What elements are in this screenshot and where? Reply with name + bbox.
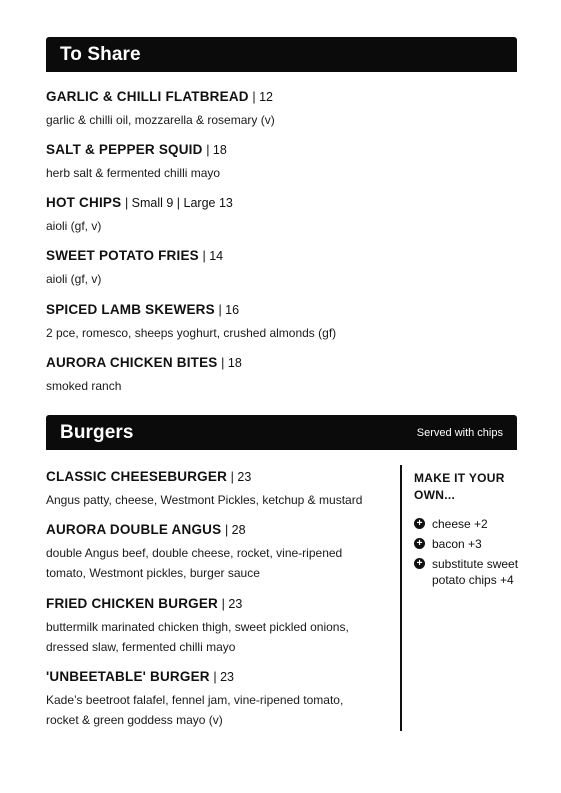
menu-item-classic-cheeseburger — [46, 468, 376, 510]
menu-item-unbeetable-burger — [46, 668, 376, 730]
menu-item-sweet-potato-fries — [46, 247, 223, 289]
item-name: AURORA DOUBLE ANGUS — [46, 522, 222, 537]
item-name: SWEET POTATO FRIES — [46, 248, 199, 263]
addon-label: bacon +3 — [432, 537, 482, 551]
plus-circle-icon: + — [414, 558, 425, 569]
plus-circle-icon: + — [414, 538, 425, 549]
burgers-note: Served with chips — [416, 426, 503, 439]
addon-label: substitute sweet potato chips +4 — [432, 557, 519, 587]
item-name: CLASSIC CHEESEBURGER — [46, 469, 228, 484]
item-description: buttermilk marinated chicken thigh, sweet pickled onions, dressed slaw, fermented chilli mayo — [46, 620, 349, 654]
menu-item-salt-pepper-squid — [46, 141, 227, 183]
menu-item-hot-chips — [46, 194, 233, 236]
item-description: smoked ranch — [46, 379, 122, 393]
item-price: | 28 — [224, 523, 246, 537]
menu-item-spiced-lamb-skewers — [46, 301, 336, 343]
plus-circle-icon: + — [414, 518, 425, 529]
item-description: aioli (gf, v) — [46, 272, 102, 286]
to-share-title: To Share — [60, 43, 141, 65]
burgers-header-bar — [46, 415, 517, 450]
to-share-header-bar — [46, 37, 517, 72]
item-price: | 18 — [221, 356, 242, 370]
column-divider — [400, 465, 402, 731]
item-description: garlic & chilli oil, mozzarella & rosemary (v) — [46, 113, 275, 127]
item-price: | 12 — [252, 90, 273, 104]
menu-item-fried-chicken-burger — [46, 595, 376, 657]
item-price: | 23 — [221, 597, 243, 611]
addon-list — [414, 516, 524, 588]
menu-item-garlic-chilli-flatbread — [46, 88, 275, 130]
menu-item-aurora-double-angus — [46, 521, 376, 583]
item-description: Angus patty, cheese, Westmont Pickles, ketchup & mustard — [46, 493, 363, 507]
item-price: | 14 — [202, 249, 224, 263]
item-description: 2 pce, romesco, sheeps yoghurt, crushed almonds (gf) — [46, 326, 337, 340]
make-it-your-own-panel — [414, 470, 524, 592]
item-description: double Angus beef, double cheese, rocket, vine-ripened tomato, Westmont pickles, burger sauce — [46, 546, 343, 580]
addon-item — [414, 516, 524, 532]
item-name: 'UNBEETABLE' BURGER — [46, 669, 210, 684]
item-name: GARLIC & CHILLI FLATBREAD — [46, 89, 249, 104]
item-description: herb salt & fermented chilli mayo — [46, 166, 221, 180]
item-name: AURORA CHICKEN BITES — [46, 355, 218, 370]
menu-item-aurora-chicken-bites — [46, 354, 242, 396]
item-price: | 23 — [213, 670, 234, 684]
item-name: SALT & PEPPER SQUID — [46, 142, 203, 157]
burgers-title: Burgers — [60, 421, 134, 443]
addon-item — [414, 536, 524, 552]
item-price: | 18 — [206, 143, 227, 157]
item-price: | 16 — [218, 303, 240, 317]
addon-item — [414, 556, 524, 588]
item-name: HOT CHIPS — [46, 195, 122, 210]
addon-label: cheese +2 — [432, 517, 488, 531]
item-description: Kade’s beetroot falafel, fennel jam, vine-ripened tomato, rocket & green goddess mayo (v) — [46, 693, 344, 727]
item-name: FRIED CHICKEN BURGER — [46, 596, 219, 611]
item-price: | 23 — [230, 470, 252, 484]
item-price: | Small 9 | Large 13 — [124, 196, 233, 210]
item-name: SPICED LAMB SKEWERS — [46, 302, 215, 317]
make-it-your-own-title: MAKE IT YOUR OWN... — [414, 471, 505, 502]
item-description: aioli (gf, v) — [46, 219, 102, 233]
